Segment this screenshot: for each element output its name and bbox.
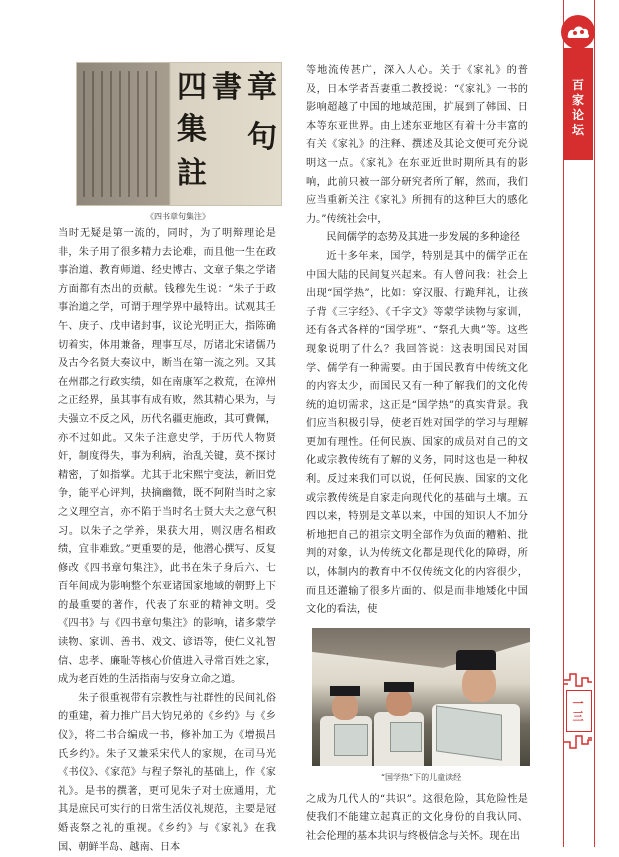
child-hat [330, 686, 360, 696]
book-char: 四 [177, 70, 207, 105]
child-hat [384, 682, 414, 692]
section-label-char: 论 [571, 108, 584, 122]
cloud-logo-icon [558, 12, 598, 52]
left-column [58, 62, 276, 857]
book-char: 句 [247, 120, 277, 155]
book [390, 722, 422, 752]
body-paragraph: 朱子很重视带有宗教性与社群性的民间礼俗的重建，着力推广吕大钧兄弟的《乡约》与《乡仪》，将二书合编成一书，修补加工为《增损吕氏乡约》。朱子又兼采宋代人的家规，在司马光《书仪》、《家范》与程子祭礼的基础上，作《家礼》。是书的撰著，更可见朱子对士庶通用，尤其是庶民可实行的日常生活仪礼规范，主要是冠婚丧祭之礼的重视。《乡约》与《家礼》在我国、朝鲜半岛、越南、日本 [58, 692, 276, 853]
section-label-char: 家 [571, 93, 584, 107]
page-number-char: 三 [572, 710, 584, 723]
figure-children-photo [306, 628, 528, 783]
figure-caption: “国学热”下的儿童读经 [380, 772, 462, 782]
page-number-char: 一 [572, 697, 584, 710]
book-photo-image [76, 62, 282, 206]
figure-book-photo [58, 62, 276, 222]
ornament-icon [562, 732, 594, 752]
section-label [563, 78, 593, 138]
book-char: 註 [177, 156, 207, 191]
right-column [306, 62, 528, 847]
body-paragraph: 当时无疑是第一流的，同时，为了明辩理论是非，朱子用了很多精力去论难，而且他一生在政事治道、教育师道、经史博古、文章子集之学诸方面都有杰出的贡献。钱穆先生说：“朱子于政事治道之学，可谓于理学界中最特出。试观其壬午、庚子、戊申诸封事，议论光明正大，指陈确切着实，体用兼备，理事互尽，厉诸北宋诸儒乃及古今名贤大奏议中，断当在第一流之列。又其在州郡之行政实绩，如在南康军之救荒，在漳州之正经界，虽其事有成有败，然其精心果为，与夫强立不反之风，历代名疆吏施政，其可費佩，亦不过如此。又朱子注意史学，于历代人物贤奸，制度得失，事为利病，治乱关键，莫不探讨精密，了如指掌。尤其于北宋熙宁变法，新旧党争，能平心评判，抉摘幽微，既不阿附当时之家之义理空言，亦不陷于当时名士贤大夫之意气积习。以朱子之学养，果获大用，则汉唐名相政绩，宜非难致。”更重要的是，他潜心撰写、反复修改《四书章句集注》，此书在朱子身后六、七百年间成为影响整个东亚诸国家地域的朝野上下的最重要的著作，代表了东亚的精神文明。受《四书》与《四书章句集注》的影响，诸多蒙学读物、家训、善书、戏文、谚语等，使仁义礼智信、忠孝、廉耻等核心价值进入寻常百姓之家，成为老百姓的生活指南与安身立命之道。 [58, 228, 276, 686]
section-label-char: 坛 [571, 123, 584, 137]
ornament-icon [562, 670, 594, 690]
building-roof [312, 628, 530, 668]
body-paragraph: 近十多年来，国学，特别是其中的儒学正在中国大陆的民间复兴起来。有人曾问我：社会上出现“国学热”，比如：穿汉服、行跪拜礼，让孩子背《三字经》、《千字文》等蒙学读物与家训，还有各式各样的“国学班”、“祭孔大典”等。这些现象说明了什么？我回答说：这表明国民对国学、儒学有一种需要。由于国民教育中传统文化的内容太少，而国民又有一种了解我们的文化传统的迫切需求，这正是“国学热”的真实背景。我们应当积极引导，使老百姓对国学的学习与理解更加有理性。任何民族、国家的成员对自己的文化或宗教传统有了解的义务，同时这也是一种权利。反过来我们可以说，任何民族、国家的文化或宗教传统是自家走向现代化的基础与土壤。五四以来，特别是文革以来，中国的知识人不加分析地把自己的祖宗文明全部作为负面的糟粕、批判的对象，认为传统文化都是现代化的障碍，所以，体制内的教育中不仅传统文化的内容很少，而且还灌输了很多片面的、似是而非地矮化中国文化的看法，使 [306, 250, 528, 616]
figure-caption: 《四书章句集注》 [146, 212, 210, 221]
page-number [566, 697, 590, 723]
body-paragraph: 之成为几代人的“共识”。这很危险，其危险性是使我们不能建立起真正的文化身份的自我认同、社会伦理的基本共识与终极信念与关怀。现在出 [306, 793, 528, 842]
book-char: 章 [247, 70, 277, 105]
section-label-char: 百 [571, 78, 584, 92]
child-hat [456, 650, 496, 670]
body-paragraph: 等地流传甚广，深入人心。关于《家礼》的普及，日本学者吾妻重二教授说：“《家礼》一书的影响超越了中国的地域范围，扩展到了韩国、日本等东亚世界。由上述东亚地区有着十分丰富的有关《家礼》的注释、撰述及其论文便可充分说明这一点。《家礼》在东亚近世时期所具有的影响，此前只被一部分研究者所了解，然而，我们应当重新关注《家礼》所拥有的这种巨大的感化力。”传统社会中， [306, 65, 528, 225]
child-face [332, 692, 358, 720]
vertical-text-lines [83, 71, 163, 197]
book [436, 705, 502, 760]
book-char: 書 [212, 70, 242, 105]
book [334, 724, 368, 756]
book-char: 集 [177, 112, 207, 147]
children-reading-photo [312, 628, 530, 766]
section-heading: 民间儒学的态势及其进一步发展的多种途径 [326, 232, 520, 244]
child-face [386, 688, 412, 716]
